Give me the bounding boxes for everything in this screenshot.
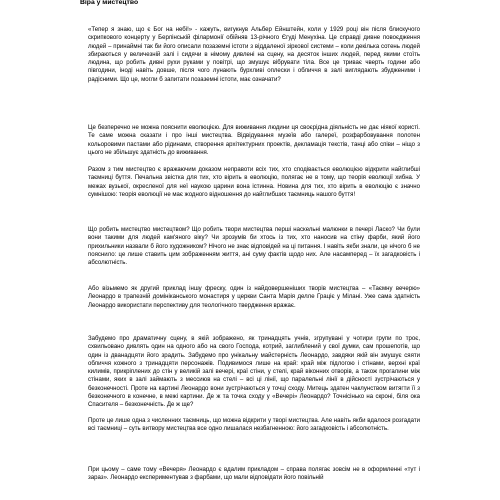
- paragraph-art-proof: Разом з тим мистецтво є вражаючим доказом неправоти всіх тих, хто сподівається еволюцією відкрити найглибші таємниці буття. Печальна звістка для тих, хто вірить в еволюцію, полягає не в тому, що теорія еволюції хибна. У межах вузької, окресленої для неї наукою царини вона істинна. Новина для тих, хто вірить в еволюцію є значно сумнішою: теорія еволюції не має жодного відношення до найглибших таємниць нашого буття!: [88, 167, 420, 198]
- paragraph-evolution: Це безперечно не можна пояснити еволюцією. Для виживання людини ця своєрідна діяльність не дає ніякої користі. Те саме можна сказати і про інші мистецтва. Відвідування музеїв або галереї, розфарбовування полотен кольоровими пастами або рідинами, створення архітектурних проектів, декламація текстів, танці або співи – ніщо з цього не збільшує здатність до виживання.: [88, 125, 420, 156]
- paragraph-here-and-now: При цьому – саме тому «Вечеря» Леонардо є вдалим прикладом – справа полягає зовсім не в оформленні «тут і зараз». Леонардо експериментував з фарбами, що мали відповідати його повільній: [88, 467, 420, 482]
- paragraph-lascaux: Що робить мистецтво мистецтвом? Що робить твори мистецтва перші наскельні малюнки в печері Ласко? Чи були вони такими для людей кам'яного віку? Чи зрозумів би хтось із тих, хто наносив на стіну фарби, який його прихильники назвали б його художником? Нічого не знає відповідей на ці питання. І навіть якби знали, це нічого б не пояснило: це лише ставить цим зображенням життя, ані суму фактів щодо них. Але насамперед – їх загадковість і абсолютність.: [88, 227, 420, 266]
- paragraph-mysteries: Проте це лише одна з численних таємниць, що можна відкрити у творі мистецтва. Але навіть якби вдалося розгадати всі таємниці – суть витвору мистецтва все одно лишалася незбагненною: його загадковість і абсолютність.: [88, 418, 420, 433]
- paragraph-perspective: Забудемо про драматичну сцену, в якій зображено, як тринадцять учнів, згрупувані у чотири групи по троє, схвильовано дивлять один на одного або на свого Господа, котрий, заглиблений у свої думки, сам прошепотів, що один із дванадцяти його зрадить. Забудемо про унікальну майстерність Леонардо, завдяки якій він змушує сяяти обличчя кожного з тринадцяти персонажів. Подивимося лише на край: край між підлогою і стінами, верхні краї килимів, прикріплених до стін у великій залі вечері, краї стіни, у стелі, край віконних отворів, а також прогалини між стінами, яких в залі займають з мессиюв на стелі – всі ці лінії, що паралельні лінії в дійсності зустрічаються у безконечності. Проте на картині Леонардо вони зустрічаються у точці сходу. Митець здатен чаклунством витягти її з безконечного в конечне, в межі картини. Де ж та точка сходу у «Вечері» Леонардо? Точнісінько на скроні, біля ока Спасителя – безконечність. Де ж ще?: [88, 336, 420, 408]
- paragraph-einstein-quote: «Тепер я знаю, що є Бог на небі!» - кажуть, вигукнув Альбер Ейнштейн, коли у 1929 році він після блискучого скрипкового концерту у Берлінській філармонії обійняв 13-річного Єгуді Менухіна. Це справді дивне повоєдження людей – принаймні так би його описали позаземні істоти з віддаленої зіркової системи – коли декілька сотень людей збираються у величезній залі і сидячи в німому дивлені на сцену, на десяток інших людей, перед якими стоїть людина, що робить дивні рухи руками у повітрі, що змушує вібрувати тіла. Все це триває чверть години або півгодини, іноді навіть довше, після чого лунають бурхливі оплески і обличчя в залі виглядають збудженими і радісними. Що це, могли б запитати позаземні істоти, має означати?: [88, 27, 420, 83]
- paragraph-last-supper: Або візьмемо як другий приклад іншу фреску, один із найдовершеніших творів мистецтва – «Таємну вечерю» Леонардо в трапезній домініканського монастиря у церкви Санта Марія делле Граціє у Мілані. Уже сама здатність Леонардо використати перспективу для теологічного твердження вражає.: [88, 286, 420, 309]
- document-title: Віра у мистецтво: [80, 0, 139, 6]
